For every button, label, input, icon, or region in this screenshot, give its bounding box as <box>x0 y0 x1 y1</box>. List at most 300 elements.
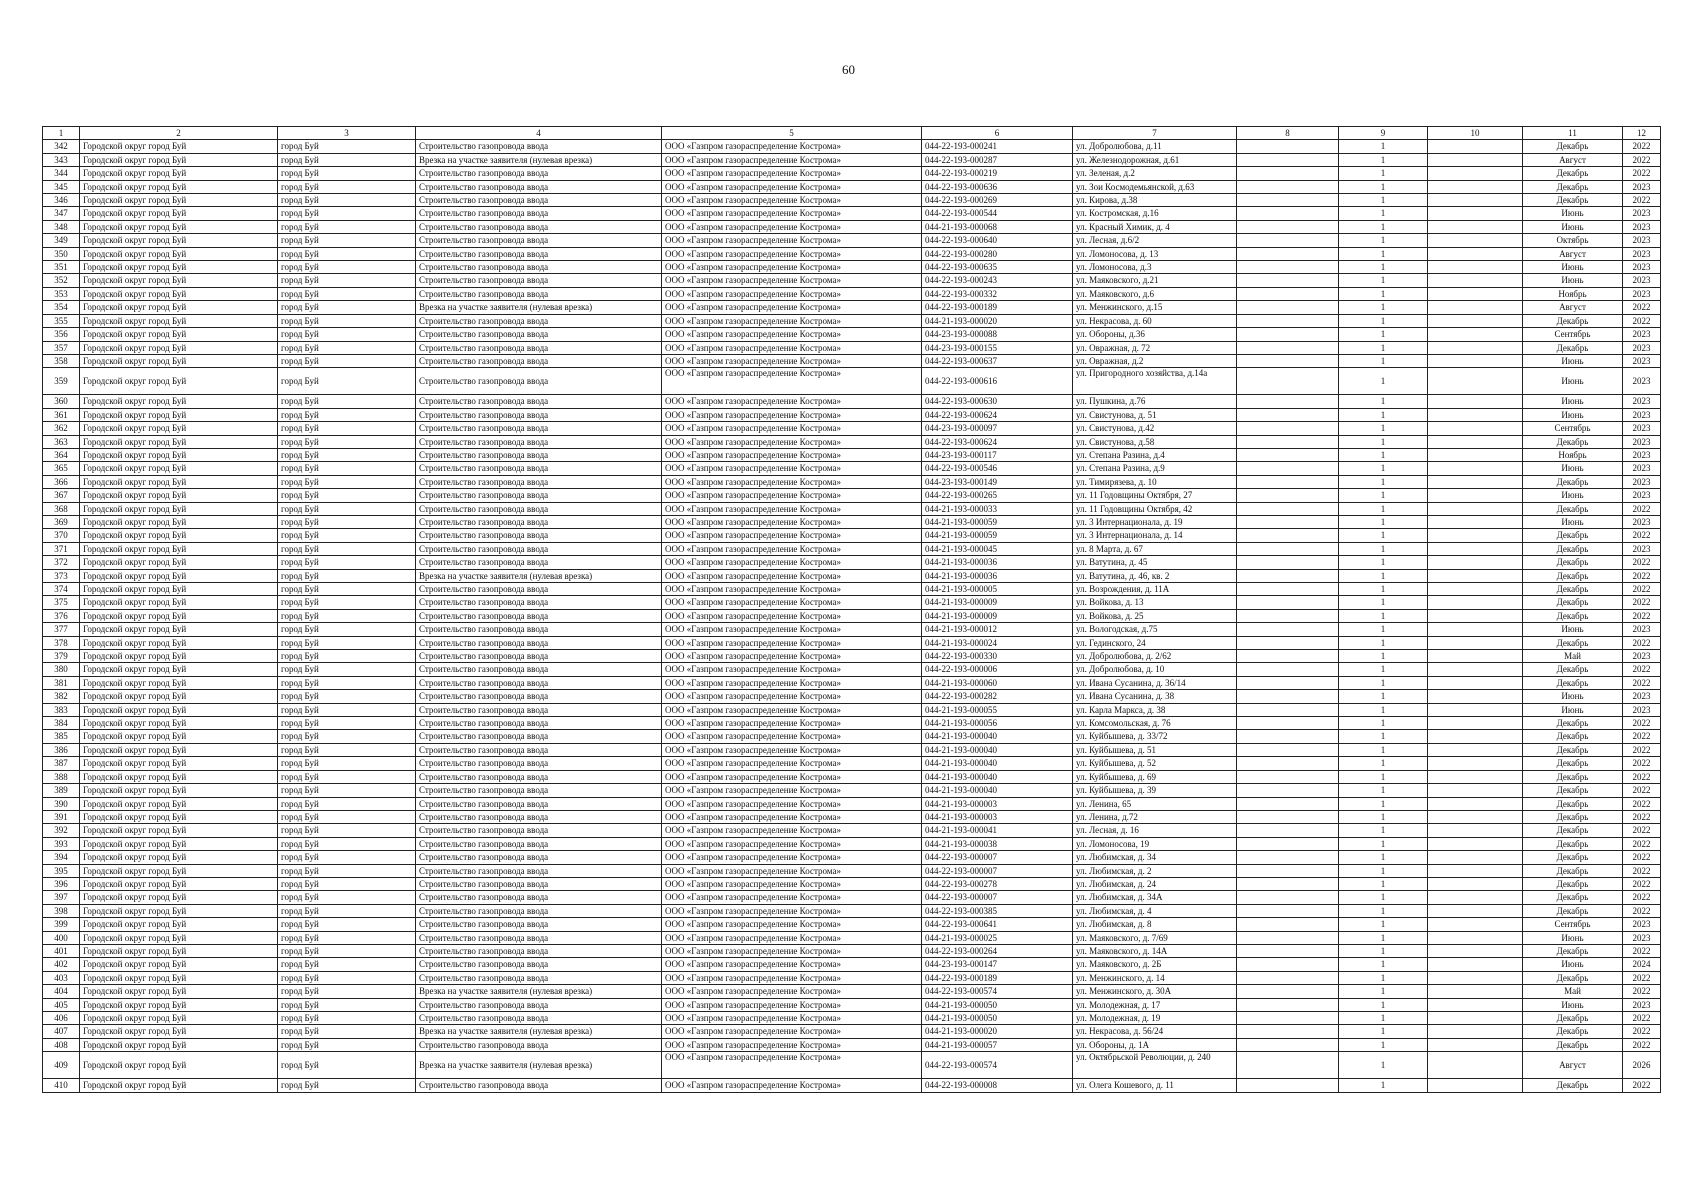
settlement-cell: город Буй <box>278 261 416 274</box>
work-type-cell: Строительство газопровода ввода <box>416 877 662 890</box>
work-type-cell: Строительство газопровода ввода <box>416 274 662 287</box>
settlement-cell: город Буй <box>278 931 416 944</box>
row-number-cell: 348 <box>43 220 80 233</box>
table-row <box>43 717 1661 730</box>
settlement-cell: город Буй <box>278 1025 416 1038</box>
year-cell: 2022 <box>1623 301 1661 314</box>
column-8-cell <box>1237 650 1339 663</box>
column-10-cell <box>1428 1079 1523 1092</box>
request-number-cell: 044-21-193-000059 <box>922 515 1073 528</box>
count-cell: 1 <box>1339 475 1428 488</box>
address-cell: ул. Любимская, д. 34А <box>1073 891 1237 904</box>
month-cell: Декабрь <box>1523 877 1623 890</box>
municipality-cell: Городской округ город Буй <box>80 1052 278 1079</box>
municipality-cell: Городской округ город Буй <box>80 556 278 569</box>
column-8-cell <box>1237 234 1339 247</box>
year-cell: 2022 <box>1623 730 1661 743</box>
row-number-cell: 395 <box>43 864 80 877</box>
column-8-cell <box>1237 1079 1339 1092</box>
column-8-cell <box>1237 944 1339 957</box>
row-number-cell: 346 <box>43 194 80 207</box>
column-8-cell <box>1237 1025 1339 1038</box>
request-number-cell: 044-21-193-000041 <box>922 824 1073 837</box>
month-cell: Декабрь <box>1523 596 1623 609</box>
row-number-cell: 378 <box>43 636 80 649</box>
organization-cell: ООО «Газпром газораспределение Кострома» <box>662 261 922 274</box>
table-row <box>43 462 1661 475</box>
table-row <box>43 663 1661 676</box>
row-number-cell: 347 <box>43 207 80 220</box>
column-8-cell <box>1237 797 1339 810</box>
month-cell: Декабрь <box>1523 757 1623 770</box>
column-10-cell <box>1428 676 1523 689</box>
organization-cell: ООО «Газпром газораспределение Кострома» <box>662 247 922 260</box>
year-cell: 2023 <box>1623 341 1661 354</box>
address-cell: ул. Добролюбова, д. 2/62 <box>1073 650 1237 663</box>
table-row <box>43 703 1661 716</box>
year-cell: 2022 <box>1623 676 1661 689</box>
count-cell: 1 <box>1339 918 1428 931</box>
table-row <box>43 287 1661 300</box>
work-type-cell: Строительство газопровода ввода <box>416 422 662 435</box>
column-8-cell <box>1237 1038 1339 1051</box>
request-number-cell: 044-22-193-000241 <box>922 140 1073 153</box>
row-number-cell: 385 <box>43 730 80 743</box>
year-cell: 2023 <box>1623 395 1661 408</box>
column-10-cell <box>1428 904 1523 917</box>
settlement-cell: город Буй <box>278 730 416 743</box>
table-row <box>43 1025 1661 1038</box>
month-cell: Декабрь <box>1523 904 1623 917</box>
year-cell: 2023 <box>1623 650 1661 663</box>
header-row <box>43 127 1661 140</box>
column-10-cell <box>1428 810 1523 823</box>
work-type-cell: Строительство газопровода ввода <box>416 489 662 502</box>
settlement-cell: город Буй <box>278 998 416 1011</box>
address-cell: ул. Любимская, д. 24 <box>1073 877 1237 890</box>
row-number-cell: 377 <box>43 623 80 636</box>
table-row <box>43 395 1661 408</box>
column-8-cell <box>1237 422 1339 435</box>
municipality-cell: Городской округ город Буй <box>80 515 278 528</box>
address-cell: ул. Некрасова, д. 56/24 <box>1073 1025 1237 1038</box>
table-row <box>43 851 1661 864</box>
municipality-cell: Городской округ город Буй <box>80 918 278 931</box>
column-8-cell <box>1237 583 1339 596</box>
year-cell: 2023 <box>1623 408 1661 421</box>
month-cell: Декабрь <box>1523 502 1623 515</box>
table-row <box>43 354 1661 367</box>
municipality-cell: Городской округ город Буй <box>80 422 278 435</box>
month-cell: Декабрь <box>1523 676 1623 689</box>
year-cell: 2022 <box>1623 596 1661 609</box>
settlement-cell: город Буй <box>278 1012 416 1025</box>
month-cell: Декабрь <box>1523 636 1623 649</box>
settlement-cell: город Буй <box>278 676 416 689</box>
count-cell: 1 <box>1339 234 1428 247</box>
municipality-cell: Городской округ город Буй <box>80 287 278 300</box>
column-8-cell <box>1237 904 1339 917</box>
address-cell: ул. Менжинского, д.15 <box>1073 301 1237 314</box>
address-cell: ул. 11 Годовщины Октября, 42 <box>1073 502 1237 515</box>
organization-cell: ООО «Газпром газораспределение Кострома» <box>662 663 922 676</box>
request-number-cell: 044-22-193-000624 <box>922 435 1073 448</box>
column-10-cell <box>1428 971 1523 984</box>
year-cell: 2022 <box>1623 877 1661 890</box>
work-type-cell: Строительство газопровода ввода <box>416 247 662 260</box>
settlement-cell: город Буй <box>278 180 416 193</box>
row-number-cell: 365 <box>43 462 80 475</box>
request-number-cell: 044-22-193-000006 <box>922 663 1073 676</box>
work-type-cell: Строительство газопровода ввода <box>416 663 662 676</box>
year-cell: 2023 <box>1623 515 1661 528</box>
count-cell: 1 <box>1339 1038 1428 1051</box>
work-type-cell: Строительство газопровода ввода <box>416 717 662 730</box>
address-cell: ул. Карла Маркса, д. 38 <box>1073 703 1237 716</box>
count-cell: 1 <box>1339 354 1428 367</box>
address-cell: ул. Маяковского, д.21 <box>1073 274 1237 287</box>
table-row <box>43 918 1661 931</box>
municipality-cell: Городской округ город Буй <box>80 596 278 609</box>
request-number-cell: 044-21-193-000056 <box>922 717 1073 730</box>
work-type-cell: Строительство газопровода ввода <box>416 140 662 153</box>
table-row <box>43 489 1661 502</box>
table-row <box>43 583 1661 596</box>
municipality-cell: Городской округ город Буй <box>80 730 278 743</box>
year-cell: 2022 <box>1623 743 1661 756</box>
request-number-cell: 044-22-193-000243 <box>922 274 1073 287</box>
request-number-cell: 044-22-193-000640 <box>922 234 1073 247</box>
year-cell: 2022 <box>1623 1025 1661 1038</box>
organization-cell: ООО «Газпром газораспределение Кострома» <box>662 730 922 743</box>
settlement-cell: город Буй <box>278 743 416 756</box>
count-cell: 1 <box>1339 368 1428 395</box>
month-cell: Декабрь <box>1523 341 1623 354</box>
year-cell: 2022 <box>1623 985 1661 998</box>
organization-cell: ООО «Газпром газораспределение Кострома» <box>662 877 922 890</box>
municipality-cell: Городской округ город Буй <box>80 1038 278 1051</box>
municipality-cell: Городской округ город Буй <box>80 354 278 367</box>
column-10-cell <box>1428 918 1523 931</box>
row-number-cell: 396 <box>43 877 80 890</box>
column-8-cell <box>1237 515 1339 528</box>
table-row <box>43 864 1661 877</box>
column-10-cell <box>1428 328 1523 341</box>
table-row <box>43 502 1661 515</box>
settlement-cell: город Буй <box>278 851 416 864</box>
table-row <box>43 180 1661 193</box>
row-number-cell: 371 <box>43 542 80 555</box>
table-row <box>43 422 1661 435</box>
settlement-cell: город Буй <box>278 207 416 220</box>
row-number-cell: 391 <box>43 810 80 823</box>
column-8-cell <box>1237 274 1339 287</box>
count-cell: 1 <box>1339 797 1428 810</box>
table-row <box>43 623 1661 636</box>
year-cell: 2023 <box>1623 422 1661 435</box>
column-10-cell <box>1428 261 1523 274</box>
table-row <box>43 650 1661 663</box>
organization-cell: ООО «Газпром газораспределение Кострома» <box>662 529 922 542</box>
settlement-cell: город Буй <box>278 314 416 327</box>
municipality-cell: Городской округ город Буй <box>80 234 278 247</box>
request-number-cell: 044-22-193-000574 <box>922 1052 1073 1079</box>
year-cell: 2022 <box>1623 194 1661 207</box>
column-10-cell <box>1428 757 1523 770</box>
municipality-cell: Городской округ город Буй <box>80 757 278 770</box>
table-row <box>43 194 1661 207</box>
table-row <box>43 743 1661 756</box>
address-cell: ул. Лесная, д.6/2 <box>1073 234 1237 247</box>
address-cell: ул. Лесная, д. 16 <box>1073 824 1237 837</box>
month-cell: Декабрь <box>1523 717 1623 730</box>
address-cell: ул. Войкова, д. 25 <box>1073 609 1237 622</box>
month-cell: Июнь <box>1523 220 1623 233</box>
register-table <box>42 126 1661 1093</box>
table-row <box>43 676 1661 689</box>
year-cell: 2022 <box>1623 502 1661 515</box>
count-cell: 1 <box>1339 569 1428 582</box>
organization-cell: ООО «Газпром газораспределение Кострома» <box>662 1079 922 1092</box>
organization-cell: ООО «Газпром газораспределение Кострома» <box>662 542 922 555</box>
column-8-cell <box>1237 676 1339 689</box>
count-cell: 1 <box>1339 448 1428 461</box>
municipality-cell: Городской округ город Буй <box>80 1012 278 1025</box>
request-number-cell: 044-22-193-000189 <box>922 301 1073 314</box>
table-row <box>43 569 1661 582</box>
month-cell: Декабрь <box>1523 194 1623 207</box>
row-number-cell: 343 <box>43 153 80 166</box>
organization-cell: ООО «Газпром газораспределение Кострома» <box>662 636 922 649</box>
work-type-cell: Строительство газопровода ввода <box>416 194 662 207</box>
column-8-cell <box>1237 489 1339 502</box>
address-cell: ул. Свистунова, д. 51 <box>1073 408 1237 421</box>
work-type-cell: Строительство газопровода ввода <box>416 395 662 408</box>
column-8-cell <box>1237 542 1339 555</box>
work-type-cell: Строительство газопровода ввода <box>416 596 662 609</box>
organization-cell: ООО «Газпром газораспределение Кострома» <box>662 944 922 957</box>
settlement-cell: город Буй <box>278 247 416 260</box>
address-cell: ул. Куйбышева, д. 33/72 <box>1073 730 1237 743</box>
request-number-cell: 044-21-193-000005 <box>922 583 1073 596</box>
settlement-cell: город Буй <box>278 301 416 314</box>
table-row <box>43 944 1661 957</box>
address-cell: ул. Обороны, д.36 <box>1073 328 1237 341</box>
organization-cell: ООО «Газпром газораспределение Кострома» <box>662 167 922 180</box>
column-8-cell <box>1237 341 1339 354</box>
address-cell: ул. Обороны, д. 1А <box>1073 1038 1237 1051</box>
request-number-cell: 044-23-193-000097 <box>922 422 1073 435</box>
column-10-cell <box>1428 583 1523 596</box>
address-cell: ул. Ленина, 65 <box>1073 797 1237 810</box>
request-number-cell: 044-21-193-000012 <box>922 623 1073 636</box>
municipality-cell: Городской округ город Буй <box>80 261 278 274</box>
year-cell: 2022 <box>1623 784 1661 797</box>
request-number-cell: 044-22-193-000007 <box>922 864 1073 877</box>
column-header: 7 <box>1073 127 1237 140</box>
work-type-cell: Строительство газопровода ввода <box>416 556 662 569</box>
year-cell: 2023 <box>1623 690 1661 703</box>
organization-cell: ООО «Газпром газораспределение Кострома» <box>662 194 922 207</box>
municipality-cell: Городской округ город Буй <box>80 140 278 153</box>
row-number-cell: 407 <box>43 1025 80 1038</box>
month-cell: Декабрь <box>1523 1079 1623 1092</box>
count-cell: 1 <box>1339 877 1428 890</box>
settlement-cell: город Буй <box>278 609 416 622</box>
column-8-cell <box>1237 475 1339 488</box>
table-row <box>43 998 1661 1011</box>
row-number-cell: 359 <box>43 368 80 395</box>
address-cell: ул. Пригородного хозяйства, д.14а <box>1073 368 1237 395</box>
month-cell: Август <box>1523 301 1623 314</box>
request-number-cell: 044-21-193-000055 <box>922 703 1073 716</box>
column-10-cell <box>1428 1025 1523 1038</box>
settlement-cell: город Буй <box>278 140 416 153</box>
count-cell: 1 <box>1339 851 1428 864</box>
work-type-cell: Строительство газопровода ввода <box>416 435 662 448</box>
count-cell: 1 <box>1339 998 1428 1011</box>
work-type-cell: Строительство газопровода ввода <box>416 462 662 475</box>
organization-cell: ООО «Газпром газораспределение Кострома» <box>662 234 922 247</box>
row-number-cell: 372 <box>43 556 80 569</box>
work-type-cell: Врезка на участке заявителя (нулевая врезка) <box>416 1025 662 1038</box>
row-number-cell: 389 <box>43 784 80 797</box>
work-type-cell: Строительство газопровода ввода <box>416 810 662 823</box>
address-cell: ул. Ломоносова, д. 13 <box>1073 247 1237 260</box>
column-8-cell <box>1237 824 1339 837</box>
table-row <box>43 529 1661 542</box>
year-cell: 2022 <box>1623 824 1661 837</box>
settlement-cell: город Буй <box>278 904 416 917</box>
month-cell: Декабрь <box>1523 1012 1623 1025</box>
settlement-cell: город Буй <box>278 690 416 703</box>
count-cell: 1 <box>1339 810 1428 823</box>
work-type-cell: Строительство газопровода ввода <box>416 220 662 233</box>
request-number-cell: 044-21-193-000020 <box>922 314 1073 327</box>
table-row <box>43 207 1661 220</box>
settlement-cell: город Буй <box>278 234 416 247</box>
year-cell: 2023 <box>1623 703 1661 716</box>
column-8-cell <box>1237 663 1339 676</box>
address-cell: ул. Красный Химик, д. 4 <box>1073 220 1237 233</box>
column-8-cell <box>1237 998 1339 1011</box>
column-10-cell <box>1428 287 1523 300</box>
organization-cell: ООО «Газпром газораспределение Кострома» <box>662 448 922 461</box>
work-type-cell: Строительство газопровода ввода <box>416 1079 662 1092</box>
column-8-cell <box>1237 569 1339 582</box>
request-number-cell: 044-21-193-000024 <box>922 636 1073 649</box>
row-number-cell: 357 <box>43 341 80 354</box>
organization-cell: ООО «Газпром газораспределение Кострома» <box>662 422 922 435</box>
organization-cell: ООО «Газпром газораспределение Кострома» <box>662 341 922 354</box>
row-number-cell: 405 <box>43 998 80 1011</box>
municipality-cell: Городской округ город Буй <box>80 1025 278 1038</box>
row-number-cell: 386 <box>43 743 80 756</box>
request-number-cell: 044-22-193-000641 <box>922 918 1073 931</box>
column-10-cell <box>1428 609 1523 622</box>
request-number-cell: 044-22-193-000280 <box>922 247 1073 260</box>
settlement-cell: город Буй <box>278 194 416 207</box>
column-header: 8 <box>1237 127 1339 140</box>
address-cell: ул. Железнодорожная, д.61 <box>1073 153 1237 166</box>
organization-cell: ООО «Газпром газораспределение Кострома» <box>662 891 922 904</box>
column-10-cell <box>1428 529 1523 542</box>
settlement-cell: город Буй <box>278 596 416 609</box>
address-cell: ул. 3 Интернационала, д. 19 <box>1073 515 1237 528</box>
municipality-cell: Городской округ город Буй <box>80 797 278 810</box>
request-number-cell: 044-23-193-000088 <box>922 328 1073 341</box>
column-8-cell <box>1237 261 1339 274</box>
table-row <box>43 971 1661 984</box>
column-10-cell <box>1428 475 1523 488</box>
row-number-cell: 394 <box>43 851 80 864</box>
work-type-cell: Строительство газопровода ввода <box>416 515 662 528</box>
request-number-cell: 044-21-193-000038 <box>922 837 1073 850</box>
column-8-cell <box>1237 1052 1339 1079</box>
year-cell: 2023 <box>1623 462 1661 475</box>
table-row <box>43 247 1661 260</box>
work-type-cell: Строительство газопровода ввода <box>416 261 662 274</box>
organization-cell: ООО «Газпром газораспределение Кострома» <box>662 931 922 944</box>
month-cell: Июнь <box>1523 998 1623 1011</box>
month-cell: Декабрь <box>1523 609 1623 622</box>
count-cell: 1 <box>1339 971 1428 984</box>
address-cell: ул. Вологодская, д.75 <box>1073 623 1237 636</box>
column-8-cell <box>1237 690 1339 703</box>
request-number-cell: 044-21-193-000036 <box>922 569 1073 582</box>
organization-cell: ООО «Газпром газораспределение Кострома» <box>662 569 922 582</box>
year-cell: 2023 <box>1623 931 1661 944</box>
work-type-cell: Строительство газопровода ввода <box>416 690 662 703</box>
row-number-cell: 402 <box>43 958 80 971</box>
work-type-cell: Строительство газопровода ввода <box>416 971 662 984</box>
column-10-cell <box>1428 542 1523 555</box>
organization-cell: ООО «Газпром газораспределение Кострома» <box>662 408 922 421</box>
year-cell: 2022 <box>1623 717 1661 730</box>
count-cell: 1 <box>1339 824 1428 837</box>
month-cell: Июнь <box>1523 207 1623 220</box>
row-number-cell: 370 <box>43 529 80 542</box>
work-type-cell: Строительство газопровода ввода <box>416 167 662 180</box>
organization-cell: ООО «Газпром газораспределение Кострома» <box>662 314 922 327</box>
year-cell: 2023 <box>1623 354 1661 367</box>
settlement-cell: город Буй <box>278 1052 416 1079</box>
month-cell: Декабрь <box>1523 663 1623 676</box>
table-row <box>43 314 1661 327</box>
month-cell: Июнь <box>1523 623 1623 636</box>
year-cell: 2022 <box>1623 167 1661 180</box>
settlement-cell: город Буй <box>278 515 416 528</box>
request-number-cell: 044-21-193-000020 <box>922 1025 1073 1038</box>
column-header: 3 <box>278 127 416 140</box>
request-number-cell: 044-22-193-000635 <box>922 261 1073 274</box>
column-10-cell <box>1428 408 1523 421</box>
municipality-cell: Городской округ город Буй <box>80 931 278 944</box>
settlement-cell: город Буй <box>278 877 416 890</box>
organization-cell: ООО «Газпром газораспределение Кострома» <box>662 784 922 797</box>
address-cell: ул. Тимирязева, д. 10 <box>1073 475 1237 488</box>
column-10-cell <box>1428 891 1523 904</box>
work-type-cell: Строительство газопровода ввода <box>416 408 662 421</box>
row-number-cell: 388 <box>43 770 80 783</box>
work-type-cell: Строительство газопровода ввода <box>416 234 662 247</box>
address-cell: ул. Комсомольская, д. 76 <box>1073 717 1237 730</box>
row-number-cell: 400 <box>43 931 80 944</box>
table-row <box>43 475 1661 488</box>
address-cell: ул. Любимская, д. 34 <box>1073 851 1237 864</box>
column-10-cell <box>1428 663 1523 676</box>
settlement-cell: город Буй <box>278 220 416 233</box>
